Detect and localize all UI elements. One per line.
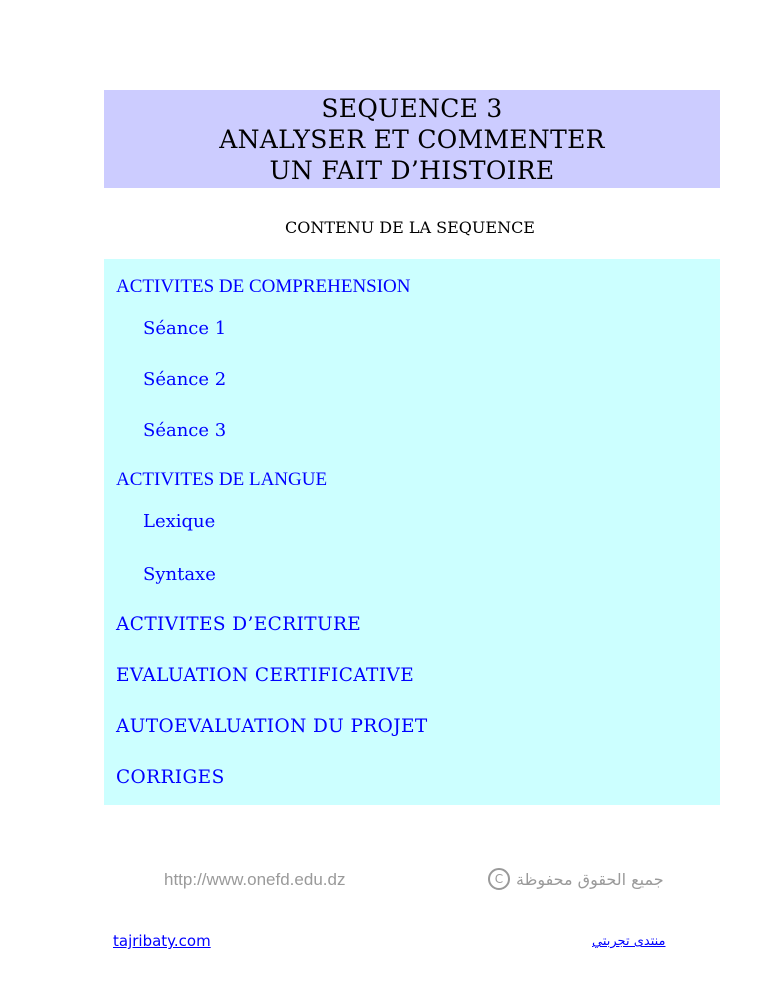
copyright-icon: C bbox=[488, 868, 510, 890]
link-activites-comprehension[interactable]: ACTIVITES DE COMPREHENSION bbox=[116, 276, 411, 297]
link-seance-2[interactable]: Séance 2 bbox=[143, 369, 227, 390]
link-evaluation-certificative[interactable]: EVALUATION CERTIFICATIVE bbox=[116, 665, 415, 686]
title-line-2: ANALYSER ET COMMENTER bbox=[219, 125, 605, 154]
contents-heading: CONTENU DE LA SEQUENCE bbox=[285, 218, 535, 237]
link-seance-1[interactable]: Séance 1 bbox=[143, 318, 227, 339]
link-corriges[interactable]: CORRIGES bbox=[116, 767, 225, 788]
watermark-rights bbox=[488, 863, 664, 895]
watermark-url: http://www.onefd.edu.dz bbox=[164, 870, 346, 889]
link-syntaxe[interactable]: Syntaxe bbox=[143, 564, 216, 585]
link-autoevaluation-projet[interactable]: AUTOEVALUATION DU PROJET bbox=[116, 716, 428, 737]
contents-panel bbox=[104, 259, 720, 805]
link-lexique[interactable]: Lexique bbox=[143, 511, 216, 532]
footer-link-tajribaty[interactable]: tajribaty.com bbox=[113, 932, 211, 950]
sequence-title-box bbox=[104, 90, 720, 188]
title-line-1: SEQUENCE 3 bbox=[321, 94, 503, 123]
title-line-3: UN FAIT D’HISTOIRE bbox=[269, 156, 555, 185]
link-seance-3[interactable]: Séance 3 bbox=[143, 420, 227, 441]
footer-link-forum[interactable]: منتدى تجربتي bbox=[592, 934, 666, 949]
link-activites-langue[interactable]: ACTIVITES DE LANGUE bbox=[116, 469, 328, 490]
rights-text: جميع الحقوق محفوظة bbox=[516, 869, 664, 889]
link-activites-ecriture[interactable]: ACTIVITES D’ECRITURE bbox=[116, 614, 362, 635]
